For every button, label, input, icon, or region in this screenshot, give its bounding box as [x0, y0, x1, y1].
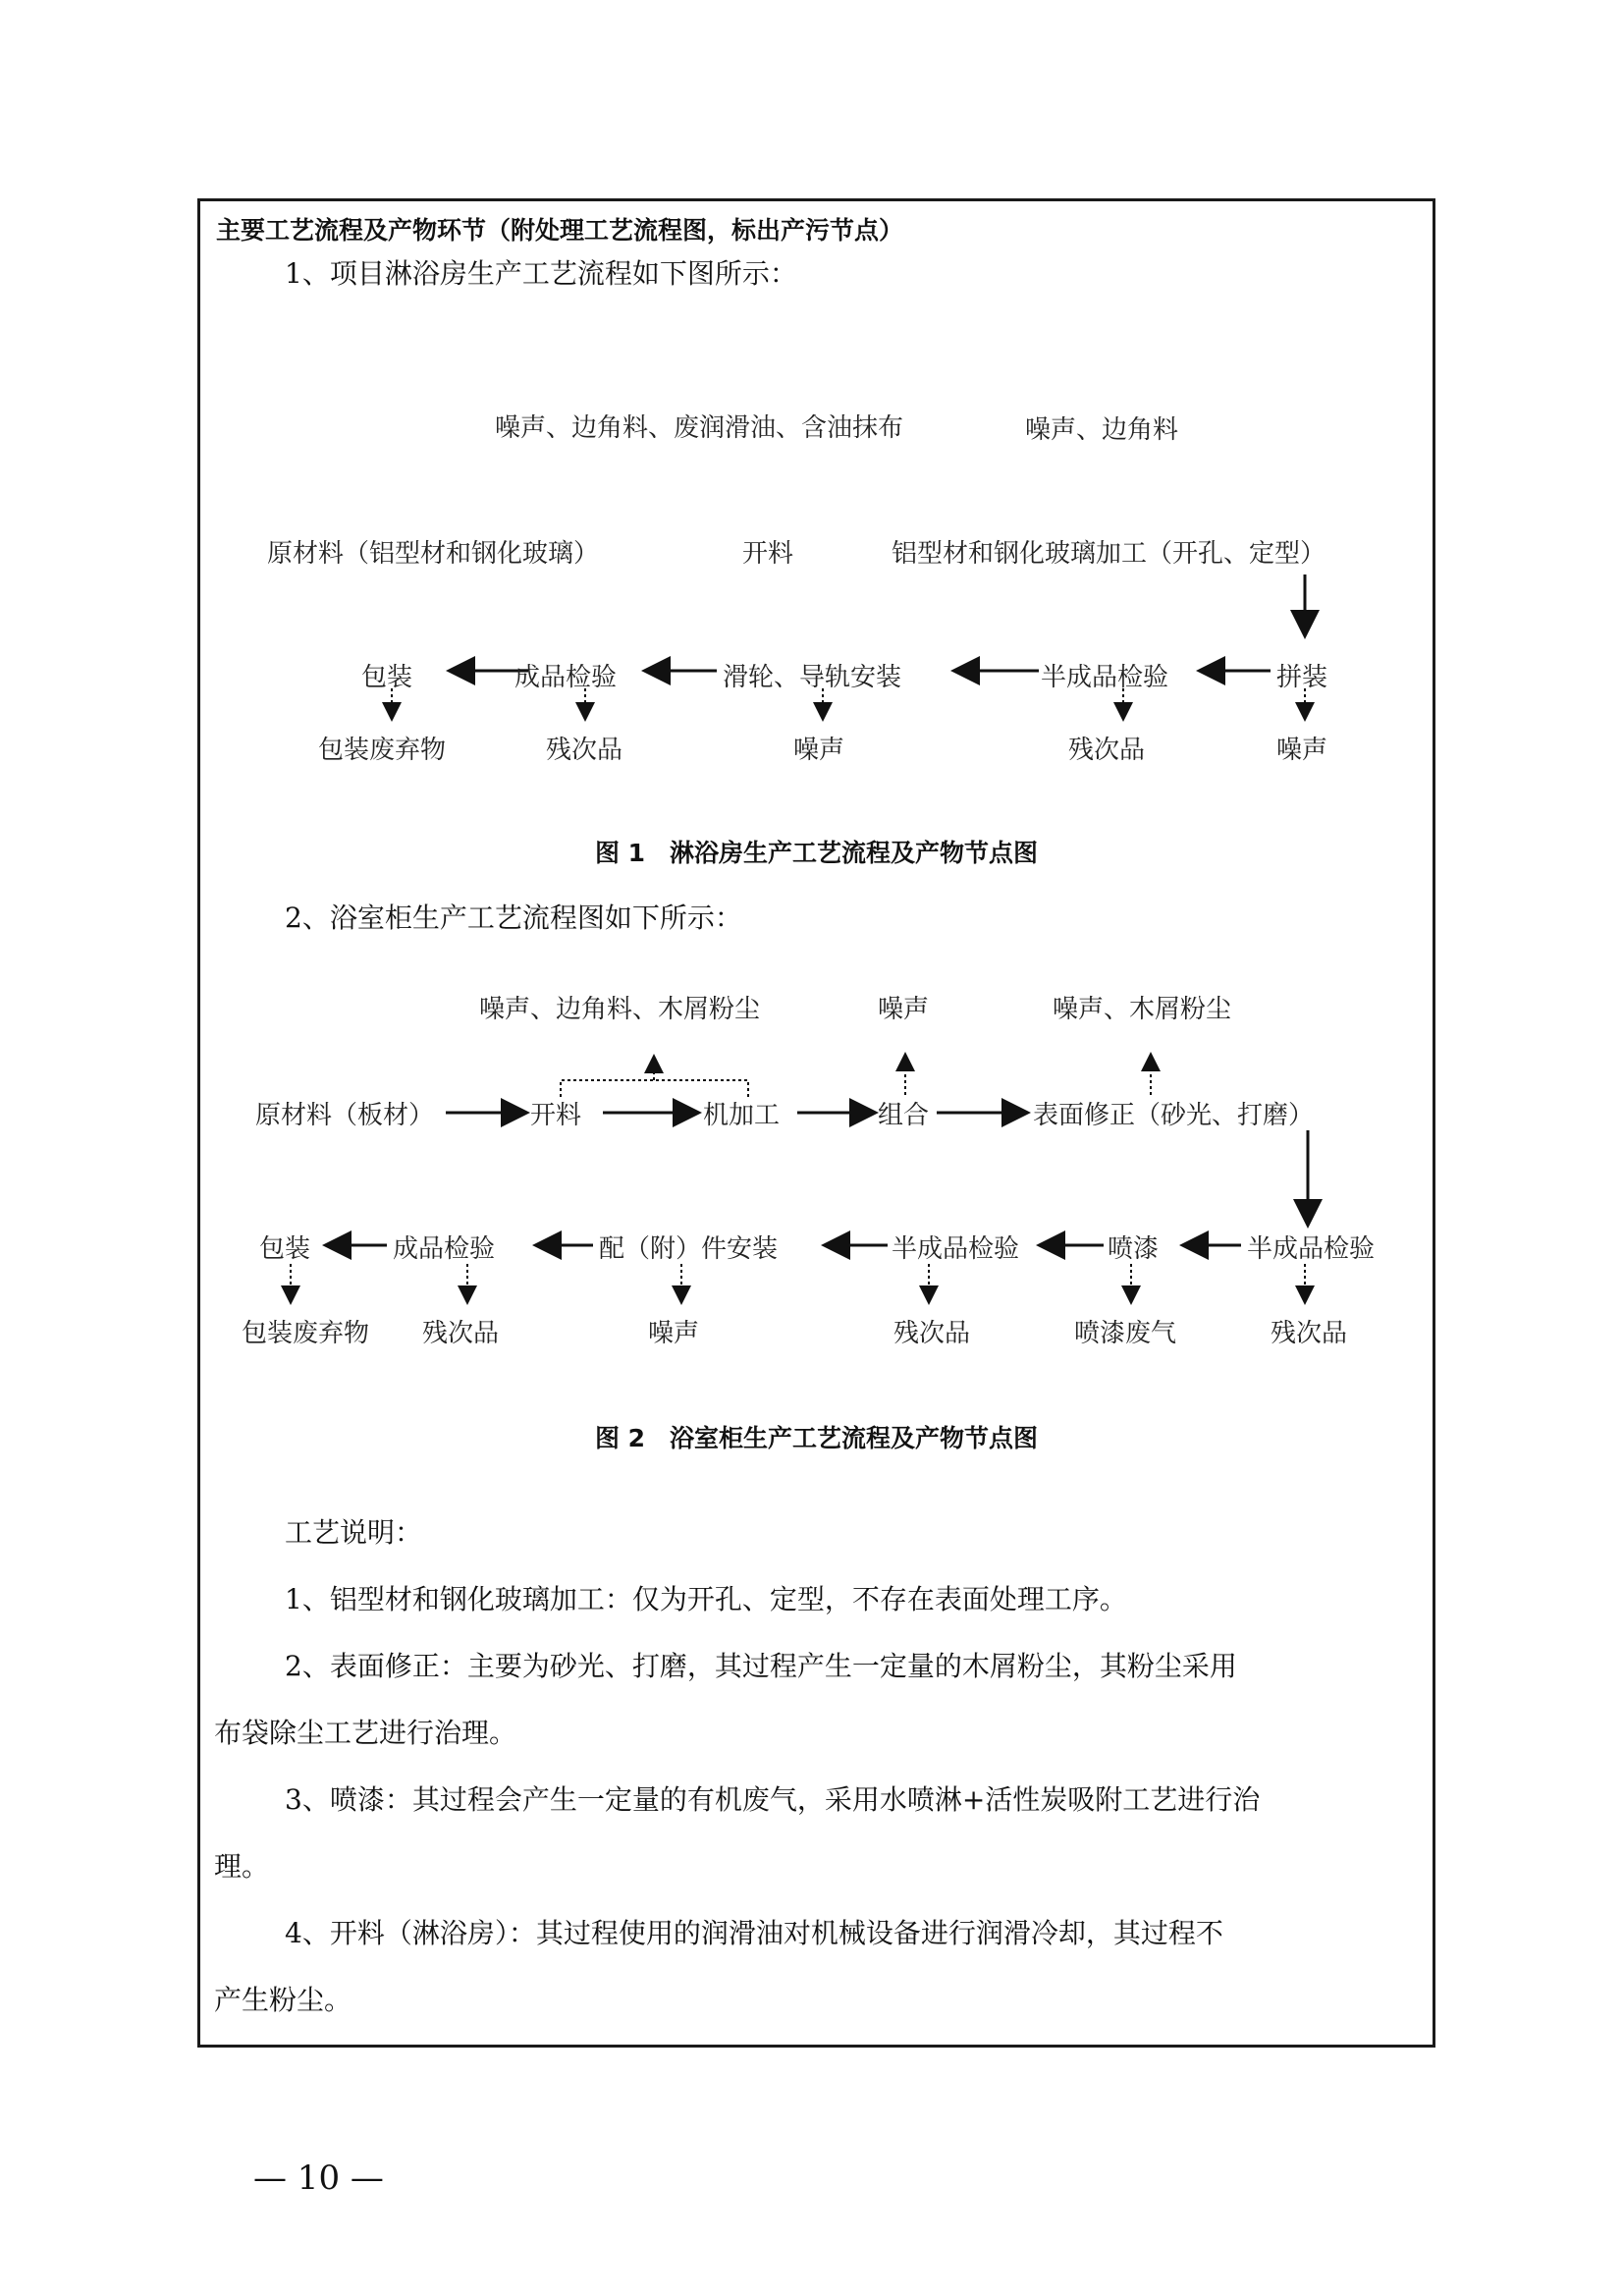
explanation-item-3: 3、喷漆：其过程会产生一定量的有机废气，采用水喷淋+活性炭吸附工艺进行治: [285, 1783, 1261, 1816]
fig1-output-assemble: 噪声: [1276, 736, 1328, 765]
fig1-output-rail-install: 噪声: [793, 736, 845, 765]
fig1-output-machining: 噪声、边角料: [1025, 415, 1179, 445]
figure2-caption: 图 2 浴室柜生产工艺流程及产物节点图: [594, 1424, 1039, 1452]
fig2-node-final-check: 成品检验: [393, 1234, 496, 1264]
fig2-node-surface: 表面修正（砂光、打磨）: [1033, 1101, 1315, 1130]
explanation-item-4-cont: 产生粉尘。: [214, 1984, 352, 2016]
fig2-node-pack: 包装: [259, 1234, 311, 1264]
page-number: — 10 —: [253, 2159, 384, 2198]
explanation-title: 工艺说明：: [285, 1516, 423, 1549]
fig2-output-cut-machining: 噪声、边角料、木屑粉尘: [479, 995, 761, 1024]
explanation-item-2-cont: 布袋除尘工艺进行治理。: [214, 1717, 517, 1749]
explanation-item-3-cont: 理。: [214, 1850, 270, 1883]
fig1-node-final-check: 成品检验: [514, 663, 618, 692]
fig1-output-cut: 噪声、边角料、废润滑油、含油抹布: [495, 413, 904, 443]
fig2-output-spray: 喷漆废气: [1074, 1319, 1177, 1348]
section-heading: 主要工艺流程及产物环节（附处理工艺流程图，标出产污节点）: [216, 216, 904, 245]
fig2-node-cut: 开料: [530, 1101, 582, 1130]
fig1-node-pack: 包装: [361, 663, 413, 692]
fig2-node-semi-check2: 半成品检验: [892, 1234, 1020, 1264]
explanation-item-1: 1、铝型材和钢化玻璃加工：仅为开孔、定型，不存在表面处理工序。: [285, 1583, 1127, 1615]
fig1-output-semi-check: 残次品: [1068, 736, 1146, 765]
explanation-item-2: 2、表面修正：主要为砂光、打磨，其过程产生一定量的木屑粉尘，其粉尘采用: [285, 1650, 1237, 1682]
fig1-output-final-check: 残次品: [546, 736, 623, 765]
fig2-output-final-check: 残次品: [422, 1319, 500, 1348]
fig2-node-combine: 组合: [878, 1101, 930, 1130]
content-table-cell: [197, 198, 1435, 2048]
explanation-item-4: 4、开料（淋浴房）：其过程使用的润滑油对机械设备进行润滑冷却，其过程不: [285, 1917, 1223, 1949]
fig2-node-raw: 原材料（板材）: [255, 1101, 435, 1130]
fig2-node-fitting: 配（附）件安装: [599, 1234, 779, 1264]
fig2-output-fitting: 噪声: [648, 1319, 700, 1348]
fig2-output-pack: 包装废弃物: [242, 1319, 370, 1348]
fig1-output-pack: 包装废弃物: [318, 736, 447, 765]
intro-shower-room: 1、项目淋浴房生产工艺流程如下图所示：: [285, 257, 797, 290]
fig1-node-semi-check: 半成品检验: [1041, 663, 1169, 692]
fig2-node-semi-check1: 半成品检验: [1247, 1234, 1376, 1264]
fig2-node-spray: 喷漆: [1108, 1234, 1160, 1264]
fig1-node-assemble: 拼装: [1276, 663, 1328, 692]
fig2-output-combine: 噪声: [878, 995, 930, 1024]
fig2-node-machining: 机加工: [703, 1101, 781, 1130]
fig2-output-surface: 噪声、木屑粉尘: [1053, 995, 1232, 1024]
fig2-output-semi-check2: 残次品: [893, 1319, 971, 1348]
fig2-output-semi-check1: 残次品: [1271, 1319, 1348, 1348]
fig1-node-machining: 铝型材和钢化玻璃加工（开孔、定型）: [892, 539, 1326, 569]
figure1-caption: 图 1 淋浴房生产工艺流程及产物节点图: [594, 839, 1039, 867]
fig1-node-rail-install: 滑轮、导轨安装: [723, 663, 902, 692]
fig1-node-cut: 开料: [742, 539, 794, 569]
intro-bathroom-cabinet: 2、浴室柜生产工艺流程图如下所示：: [285, 902, 742, 934]
fig1-node-raw: 原材料（铝型材和钢化玻璃）: [267, 539, 600, 569]
